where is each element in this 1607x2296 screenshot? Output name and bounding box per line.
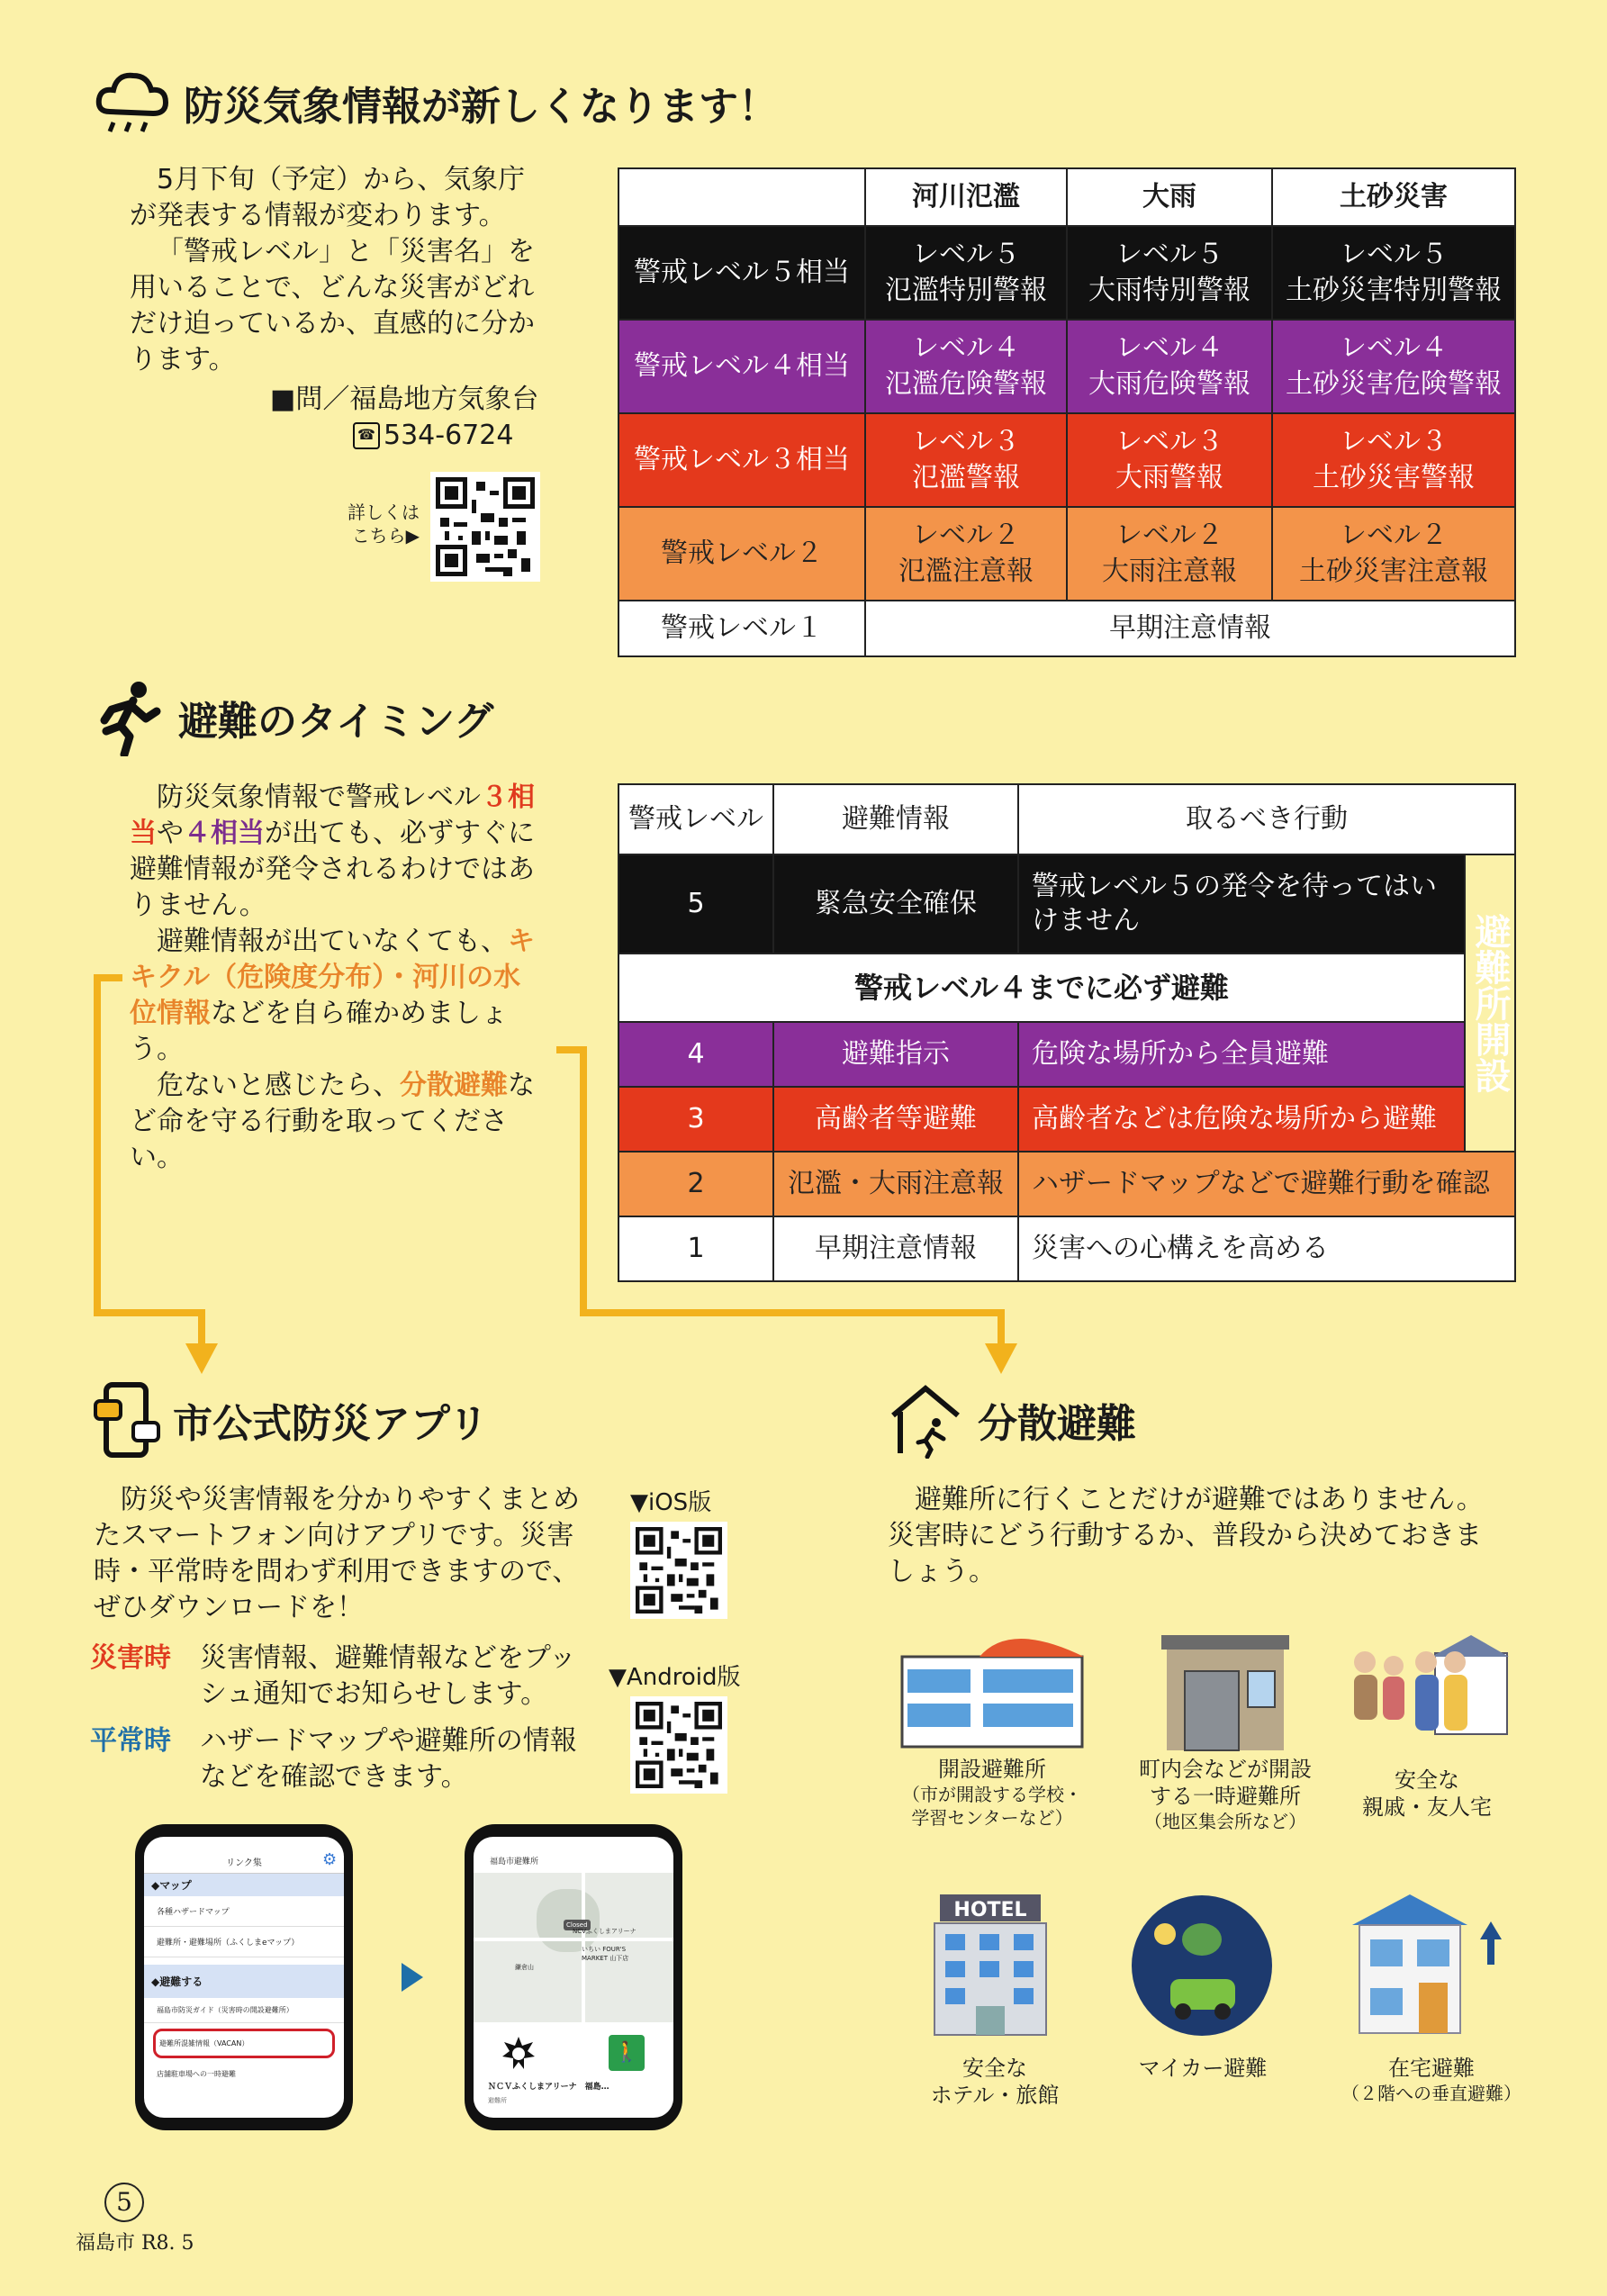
t2-info: 避難指示 xyxy=(773,1022,1018,1087)
t1-row-level4 xyxy=(618,320,1515,413)
phone2-card-sub: 避難所 xyxy=(488,2097,507,2104)
phone1-gear-icon[interactable]: ⚙ xyxy=(322,1850,338,1869)
t1-cell: レベル３ 土砂災害警報 xyxy=(1272,413,1515,507)
phone-icon: ☎ xyxy=(353,422,380,449)
section1-para2: 「警戒レベル」と「災害名」を用いることで、どんな災害がどれだけ迫っているか、直感的に分かります。 xyxy=(130,236,535,375)
map-label: 鎌倉山 xyxy=(515,1964,534,1971)
qr-caption-2: こちら▶ xyxy=(351,525,420,547)
section2-para2: 避難情報が出ていなくても、キキクル（危険度分布）・河川の水位情報などを自ら確かめましょう。 xyxy=(130,926,535,1065)
t1-header-blank xyxy=(618,168,865,226)
community-hall-illustration xyxy=(1158,1626,1293,1761)
t2-row-1 xyxy=(618,1216,1515,1281)
t2-action: ハザードマップなどで避難行動を確認 xyxy=(1018,1152,1515,1216)
map-label: NCVふくしまアリーナ xyxy=(573,1928,636,1935)
phone1-item[interactable]: 福島市防災ガイド（災害時の開設避難所） xyxy=(144,1998,344,2023)
contact-label: ■問／福島地方気象台 xyxy=(270,384,539,415)
section4-para: 避難所に行くことだけが避難ではありません。災害時にどう行動するか、普段から決めておきましょう。 xyxy=(888,1484,1484,1587)
contact-block xyxy=(270,382,540,454)
t1-cell: レベル４ 氾濫危険警報 xyxy=(865,320,1067,413)
t2-banner-row xyxy=(618,954,1515,1022)
t2-action: 高齢者などは危険な場所から避難 xyxy=(1018,1087,1465,1152)
hotel-sign-text: HOTEL xyxy=(953,1899,1027,1921)
caption-hotel: 安全な ホテル・旅館 xyxy=(930,2056,1060,2108)
phone1-header: リンク集 xyxy=(144,1837,344,1874)
t1-row-level5 xyxy=(618,226,1515,320)
section2-title: 避難のタイミング xyxy=(178,699,494,745)
t2-level: 1 xyxy=(618,1216,773,1281)
car-evacuation-illustration xyxy=(1129,1893,1275,2038)
t2-info: 早期注意情報 xyxy=(773,1216,1018,1281)
t2-row-4 xyxy=(618,1022,1515,1087)
t2-banner: 警戒レベル４までに必ず避難 xyxy=(618,954,1465,1022)
t1-cell: レベル２ 氾濫注意報 xyxy=(865,507,1067,601)
normal-time-label: 平常時 xyxy=(90,1725,171,1757)
t2-shelter-open: 避難所開設 xyxy=(1465,854,1515,1152)
section2-para1: 防災気象情報で警戒レベル３相当や４相当が出ても、必ずすぐに避難情報が発令されるわけではありません。 xyxy=(130,782,535,921)
caption-car: マイカー避難 xyxy=(1138,2056,1268,2081)
section3-heading xyxy=(94,1381,488,1459)
caption-community-hall: 町内会などが開設 する一時避難所 （地区集会所など） xyxy=(1139,1757,1312,1832)
section3-title: 市公式防災アプリ xyxy=(173,1401,489,1447)
qr-caption-1: 詳しくは xyxy=(348,502,420,523)
t2-row-5 xyxy=(618,854,1515,954)
t2-level: 2 xyxy=(618,1152,773,1216)
t2-level: 3 xyxy=(618,1087,773,1152)
section1-body xyxy=(130,162,542,378)
arrow-head-dispersed xyxy=(985,1343,1017,1374)
hotel-illustration xyxy=(920,1889,1061,2038)
t2-info: 氾濫・大雨注意報 xyxy=(773,1152,1018,1216)
section1-heading xyxy=(94,67,778,139)
disaster-time-label: 災害時 xyxy=(90,1642,171,1674)
rain-cloud-icon xyxy=(94,67,171,139)
section4-heading xyxy=(888,1381,1136,1459)
qr-code-ios[interactable] xyxy=(630,1522,727,1619)
t2-action: 警戒レベル５の発令を待ってはいけません xyxy=(1018,854,1465,954)
t1-cell: レベル５ 大雨特別警報 xyxy=(1067,226,1272,320)
phone-mockup-links xyxy=(135,1824,353,2130)
t1-cell: レベル５ 氾濫特別警報 xyxy=(865,226,1067,320)
running-person-icon xyxy=(94,679,166,756)
caption-relatives-home: 安全な 親戚・友人宅 xyxy=(1362,1767,1492,1820)
issue-label: 福島市 R8. 5 xyxy=(76,2232,194,2255)
home-vertical-evacuation-illustration xyxy=(1347,1889,1509,2038)
t2-level: 5 xyxy=(618,854,773,954)
section3-para: 防災や災害情報を分かりやすくまとめたスマートフォン向けアプリです。災害時・平常時を問わず利用できますので、ぜひダウンロードを！ xyxy=(94,1484,580,1623)
section1-title: 防災気象情報が新しくなります！ xyxy=(184,84,778,130)
evacuation-mark-icon xyxy=(501,2035,537,2071)
emergency-exit-icon: 🚶 xyxy=(609,2035,645,2071)
caption-home: 在宅避難 （２階への垂直避難） xyxy=(1341,2056,1521,2104)
map-closed-marker[interactable]: Closed xyxy=(564,1920,591,1930)
phone1-item[interactable]: 各種ハザードマップ xyxy=(144,1896,344,1927)
qr-code-android[interactable] xyxy=(630,1696,727,1794)
t2-info: 高齢者等避難 xyxy=(773,1087,1018,1152)
t1-row-level3 xyxy=(618,413,1515,507)
ios-label: ▼iOS版 xyxy=(630,1489,712,1516)
t2-info: 緊急安全確保 xyxy=(773,854,1018,954)
page-number: 5 xyxy=(104,2183,144,2222)
t2-row-3 xyxy=(618,1087,1515,1152)
caption-school-shelter: 開設避難所 （市が開設する学校・ 学習センターなど） xyxy=(902,1757,1082,1829)
t1-row-level2 xyxy=(618,507,1515,601)
phone1-screen xyxy=(144,1837,344,2118)
t1-header-landslide: 土砂災害 xyxy=(1272,168,1515,226)
t1-level-cell: 警戒レベル５相当 xyxy=(618,226,865,320)
phone2-card[interactable] xyxy=(474,2028,673,2116)
t2-header-action: 取るべき行動 xyxy=(1018,784,1515,854)
t1-early-info: 早期注意情報 xyxy=(865,601,1515,656)
t1-cell: レベル２ 土砂災害注意報 xyxy=(1272,507,1515,601)
school-shelter-illustration xyxy=(893,1621,1091,1756)
t2-header-info: 避難情報 xyxy=(773,784,1018,854)
phone2-screen xyxy=(474,1837,673,2118)
t1-cell: レベル４ 土砂災害危険警報 xyxy=(1272,320,1515,413)
phone2-header: 福島市避難所 xyxy=(474,1837,673,1874)
t1-level-cell: 警戒レベル３相当 xyxy=(618,413,865,507)
disaster-time-row xyxy=(90,1641,594,1713)
disaster-time-text: 災害情報、避難情報などをプッシュ通知でお知らせします。 xyxy=(200,1642,576,1710)
t1-level-cell: 警戒レベル４相当 xyxy=(618,320,865,413)
t2-action: 災害への心構えを高める xyxy=(1018,1216,1515,1281)
t2-level: 4 xyxy=(618,1022,773,1087)
smartphone-chat-icon xyxy=(94,1381,160,1459)
t1-level-cell: 警戒レベル２ xyxy=(618,507,865,601)
qr-caption xyxy=(342,501,420,547)
t1-cell: レベル３ 氾濫警報 xyxy=(865,413,1067,507)
t1-cell: レベル２ 大雨注意報 xyxy=(1067,507,1272,601)
phone1-item: ◆マップ xyxy=(144,1874,344,1896)
section2-heading xyxy=(94,679,493,756)
section2-para3: 危ないと感じたら、分散避難など命を守る行動を取ってください。 xyxy=(130,1070,535,1173)
t2-row-2 xyxy=(618,1152,1515,1216)
phone1-item[interactable]: 避難所・避難場所（ふくしまeマップ） xyxy=(144,1927,344,1957)
t1-level-cell: 警戒レベル１ xyxy=(618,601,865,656)
t1-header-river: 河川氾濫 xyxy=(865,168,1067,226)
next-arrow-icon xyxy=(400,1961,425,1993)
contact-phone: 534-6724 xyxy=(384,420,514,451)
home-evacuation-icon xyxy=(888,1381,965,1459)
phone1-item[interactable]: 店舗駐車場への一時避難 xyxy=(157,2070,236,2078)
t1-row-level1 xyxy=(618,601,1515,656)
t1-cell: レベル５ 土砂災害特別警報 xyxy=(1272,226,1515,320)
phone1-item: ◆避難する xyxy=(144,1965,344,1998)
t2-header-level: 警戒レベル xyxy=(618,784,773,854)
t1-cell: レベル４ 大雨危険警報 xyxy=(1067,320,1272,413)
android-label: ▼Android版 xyxy=(609,1664,741,1691)
warning-level-table xyxy=(618,167,1516,657)
phone1-vacan-item[interactable]: 避難所混雑情報（VACAN） xyxy=(153,2029,335,2058)
section1-para1: 5月下旬（予定）から、気象庁が発表する情報が変わります。 xyxy=(130,164,526,231)
arrow-head-app xyxy=(185,1343,218,1374)
t1-cell: レベル３ 大雨警報 xyxy=(1067,413,1272,507)
phone-mockup-map xyxy=(465,1824,682,2130)
normal-time-row xyxy=(90,1723,594,1795)
relatives-home-illustration xyxy=(1345,1635,1509,1752)
phone2-map[interactable] xyxy=(474,1873,673,2022)
t2-action: 危険な場所から全員避難 xyxy=(1018,1022,1465,1087)
map-label: いちい FOUR'S MARKET 山下店 xyxy=(582,1946,629,1962)
section4-title: 分散避難 xyxy=(978,1401,1136,1447)
phone2-card-title: ＮＣＶふくしまアリーナ 福島… xyxy=(488,2083,609,2092)
qr-code-weather[interactable] xyxy=(430,472,540,582)
t1-header-rain: 大雨 xyxy=(1067,168,1272,226)
normal-time-text: ハザードマップや避難所の情報などを確認できます。 xyxy=(200,1725,577,1793)
arrow-to-app xyxy=(97,978,202,1347)
evacuation-table xyxy=(618,783,1516,1282)
